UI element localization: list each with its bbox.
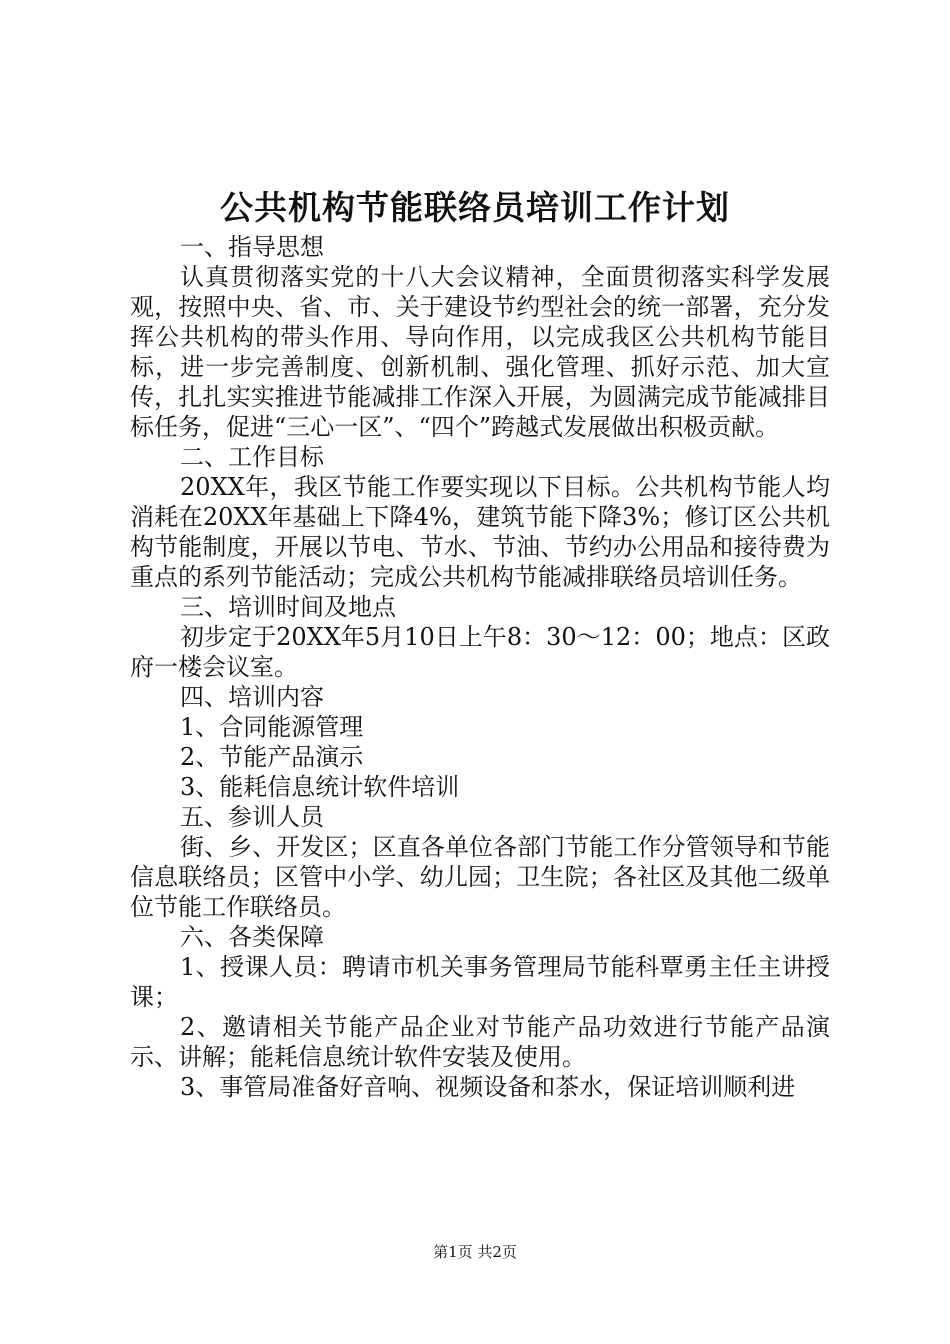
section-heading: 五、参训人员 [180, 803, 324, 831]
paragraph: 20XX年，我区节能工作要实现以下目标。公共机构节能人均消耗在20XX年基础上下降4%，建筑节能下降3%；修订区公共机构节能制度，开展以节电、节水、节油、节约办公用品和接待费为重点的系列节能活动；完成公共机构节能减排联络员培训任务。 [130, 473, 830, 591]
section-heading: 三、培训时间及地点 [180, 593, 396, 621]
list-item: 2、邀请相关节能产品企业对节能产品功效进行节能产品演示、讲解；能耗信息统计软件安装及使用。 [130, 1013, 830, 1071]
section-heading: 二、工作目标 [180, 443, 324, 471]
paragraph: 初步定于20XX年5月10日上午8：30～12：00；地点：区政府一楼会议室。 [130, 623, 830, 681]
list-item: 1、授课人员：聘请市机关事务管理局节能科覃勇主任主讲授课； [130, 953, 830, 1011]
paragraph: 街、乡、开发区；区直各单位各部门节能工作分管领导和节能信息联络员；区管中小学、幼儿园；卫生院；各社区及其他二级单位节能工作联络员。 [130, 833, 830, 921]
list-item: 3、能耗信息统计软件培训 [180, 773, 460, 801]
list-item: 1、合同能源管理 [180, 713, 364, 741]
list-item: 3、事管局准备好音响、视频设备和茶水，保证培训顺利进 [180, 1073, 796, 1101]
document-title: 公共机构节能联络员培训工作计划 [220, 188, 730, 227]
list-item: 2、节能产品演示 [180, 743, 364, 771]
document-body [130, 232, 830, 1102]
section-heading: 一、指导思想 [180, 233, 324, 261]
paragraph: 认真贯彻落实党的十八大会议精神，全面贯彻落实科学发展观，按照中央、省、市、关于建设节约型社会的统一部署，充分发挥公共机构的带头作用、导向作用，以完成我区公共机构节能目标，进一步完善制度、创新机制、强化管理、抓好示范、加大宣传，扎扎实实推进节能减排工作深入开展，为圆满完成节能减排目标任务，促进“三心一区”、“四个”跨越式发展做出积极贡献。 [130, 263, 830, 441]
page-footer: 第1页 共2页 [433, 1243, 517, 1261]
section-heading: 四、培训内容 [180, 683, 324, 711]
section-heading: 六、各类保障 [180, 923, 324, 951]
